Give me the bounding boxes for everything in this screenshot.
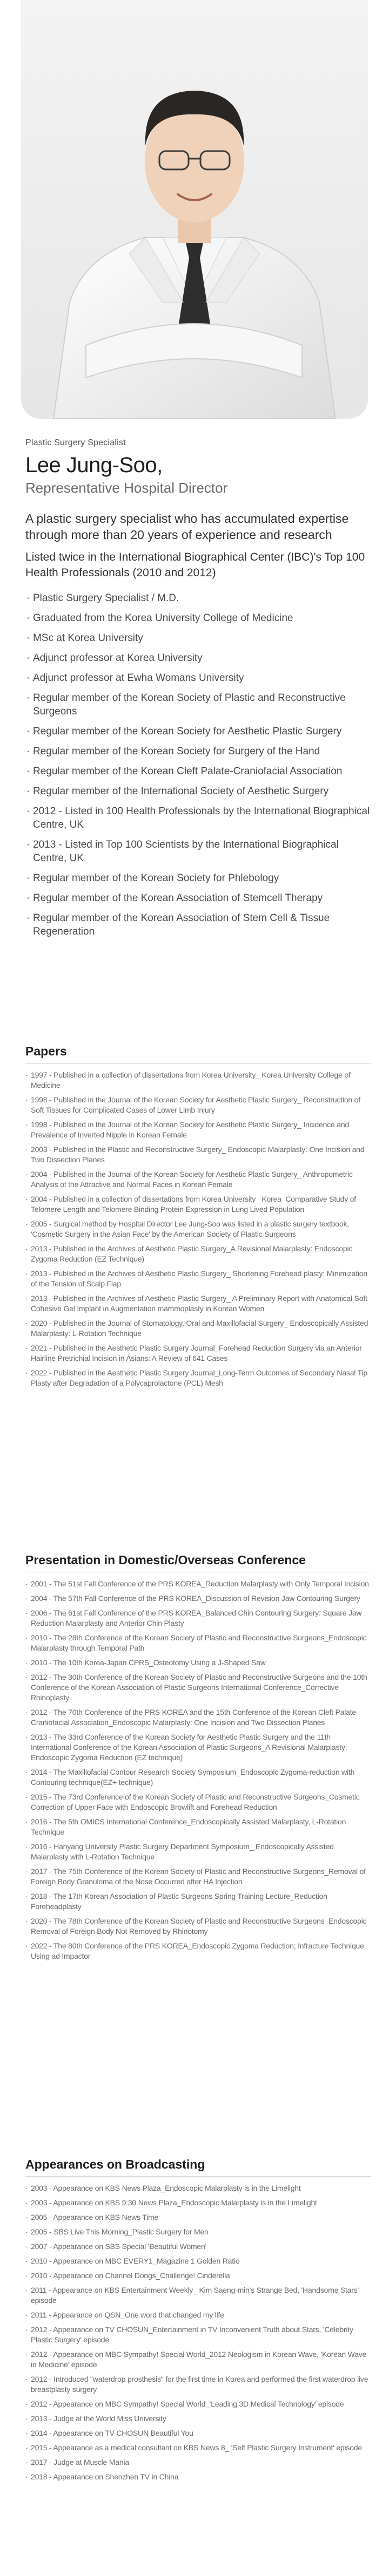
portrait-illustration — [21, 0, 368, 419]
presentation-item: · 2010 - The 10th Korea-Japan CPRS_Osteotomy Using a J-Shaped Saw — [25, 1658, 371, 1668]
paper-item: · 2005 - Surgical method by Hospital Director Lee Jung-Soo was listed in a plastic surgery textbook, 'Cosmetic Surgery in the Asian Face' by the American Society of Plastic Surgeons — [25, 1219, 371, 1239]
presentation-item: · 2015 - The 73rd Conference of the Korean Society of Plastic and Reconstructive Surgeons_Cosmetic Correction of Upper Face with Endoscopic Browlift and Forehead Reduction — [25, 1792, 371, 1812]
papers-list — [25, 1070, 371, 1388]
doctor-role: Representative Hospital Director — [25, 480, 228, 496]
paper-item: · 2004 - Published in a collection of dissertations from Korea University_ Korea_Comparative Study of Telomere Length and Telomere Binding Protein Expression in Lung Lived Population — [25, 1194, 371, 1215]
profile-subtitle: Plastic Surgery Specialist — [25, 438, 126, 447]
qualification-item: · Regular member of the Korean Association of Stem Cell & Tissue Regeneration — [25, 911, 371, 938]
qualification-item: · Regular member of the Korean Society for Phlebology — [25, 871, 371, 885]
papers-section — [25, 1044, 371, 1393]
presentations-list — [25, 1579, 371, 1961]
broadcast-item: · 2010 - Appearance on MBC EVERY1_Magazine 1 Golden Ratio — [25, 2256, 371, 2266]
paper-item: · 2003 - Published in the Plastic and Reconstructive Surgery_ Endoscopic Malarplasty: One Incision and Two Dissection Planes — [25, 1144, 371, 1165]
broadcast-item: · 2005 - Appearance on KBS News Time — [25, 2212, 371, 2223]
presentation-item: · 2012 - The 30th Conference of the Korean Society of Plastic and Reconstructive Surgeons and the 10th Conference of the Korean Association of Plastic Surgeons International Conference_Corrective Rhinoplasty — [25, 1672, 371, 1703]
presentations-section — [25, 1553, 371, 1966]
presentation-item: · 2016 - Hanyang University Plastic Surgery Department Symposium_ Endoscopically Assisted Malarplasty with L-Rotation Technique — [25, 1842, 371, 1862]
paper-item: · 2020 - Published in the Journal of Stomatology, Oral and Maxillofacial Surgery_ Endoscopically Assisted Malarplasty: L-Rotation Technique — [25, 1318, 371, 1339]
doctor-name: Lee Jung-Soo, — [25, 453, 163, 477]
broadcast-item: · 2012 - Appearance on MBC Sympathy! Special World_'Leading 3D Medical Technology' episode — [25, 2399, 371, 2409]
broadcast-item: · 2017 - Judge at Muscle Mania — [25, 2457, 371, 2468]
qualification-item: · Regular member of the Korean Association of Stemcell Therapy — [25, 891, 371, 905]
broadcasting-section — [25, 2157, 371, 2486]
profile-section — [25, 438, 371, 945]
qualification-item: · Adjunct professor at Korea University — [25, 651, 371, 665]
broadcast-item: · 2014 - Appearance on TV CHOSUN Beautiful You — [25, 2428, 371, 2438]
broadcasting-list — [25, 2183, 371, 2482]
broadcast-item: · 2003 - Appearance on KBS News Plaza_Endoscopic Malarplasty is in the Limelight — [25, 2183, 371, 2193]
broadcast-item: · 2011 - Appearance on KBS Entertainment Weekly_ Kim Saeng-min's Strange Bed, 'Handsome Stars' episode — [25, 2285, 371, 2306]
broadcast-item: · 2012 - Introduced "waterdrop prosthesis" for the first time in Korea and performed the first waterdrop live breastplasty surgery — [25, 2374, 371, 2395]
broadcast-item: · 2010 - Appearance on Channel Dongs_Challenge! Cinderella — [25, 2271, 371, 2281]
paper-item: · 1997 - Published in a collection of dissertations from Korea University_ Korea University College of Medicine — [25, 1070, 371, 1091]
paper-item: · 2004 - Published in the Journal of the Korean Society for Aesthetic Plastic Surgery_ Anthropometric Analysis of the Attractive and Normal Faces in Korean Female — [25, 1169, 371, 1190]
qualification-item: · Regular member of the Korean Cleft Palate-Craniofacial Association — [25, 765, 371, 778]
broadcast-item: · 2011 - Appearance on QSN_One word that changed my life — [25, 2310, 371, 2320]
presentation-item: · 2014 - The Maxillofacial Contour Research Society Symposium_Endoscopic Zygoma-reduction with Contouring technique(EZ+ technique) — [25, 1767, 371, 1788]
qualifications-list — [25, 591, 371, 938]
broadcast-item: · 2015 - Appearance as a medical consultant on KBS News 8_ 'Self Plastic Surgery Instrument' episode — [25, 2443, 371, 2453]
broadcast-item: · 2003 - Appearance on KBS 9:30 News Plaza_Endoscopic Malarplasty is in the Limelight — [25, 2198, 371, 2208]
paper-item: · 1998 - Published in the Journal of the Korean Society for Aesthetic Plastic Surgery_ Incidence and Prevalence of Inverted Nipple in Korean Female — [25, 1120, 371, 1140]
broadcast-item: · 2013 - Judge at the World Miss University — [25, 2414, 371, 2424]
presentations-title: Presentation in Domestic/Overseas Conference — [25, 1553, 371, 1572]
broadcast-item: · 2018 - Appearance on Shenzhen TV in China — [25, 2472, 371, 2482]
presentation-item: · 2013 - The 33rd Conference of the Korean Society for Aesthetic Plastic Surgery and the 11th International Conference of the Korean Association of Plastic Surgeons_A Revisional Malarplasty: Endoscopic Zygoma Reduction (EZ technique) — [25, 1732, 371, 1763]
doctor-portrait — [21, 0, 368, 419]
presentation-item: · 2016 - The 5th OMICS International Conference_Endoscopically Assisted Malarplasty, L-Rotation Technique — [25, 1817, 371, 1837]
presentation-item: · 2020 - The 78th Conference of the Korean Society of Plastic and Reconstructive Surgeons_Endoscopic Removal of Foreign Body Not Removed by Rhinotomy — [25, 1916, 371, 1937]
qualification-item: · 2012 - Listed in 100 Health Professionals by the International Biographical Centre, UK — [25, 805, 371, 832]
papers-title: Papers — [25, 1044, 371, 1064]
broadcast-item: · 2012 - Appearance on MBC Sympathy! Special World_2012 Neologism in Korean Wave, 'Korean Wave in Medicine' episode — [25, 2349, 371, 2370]
qualification-item: · Regular member of the Korean Society of Plastic and Reconstructive Surgeons — [25, 691, 371, 718]
qualification-item: · Regular member of the Korean Society for Aesthetic Plastic Surgery — [25, 725, 371, 738]
presentation-item: · 2022 - The 80th Conference of the PRS KOREA_Endoscopic Zygoma Reduction; Infracture Technique Using ad Impactor — [25, 1941, 371, 1961]
broadcast-item: · 2012 - Appearance on TV CHOSUN_Entertainment in TV Inconvenient Truth about Stars, 'Celebrity Plastic Surgery' episode — [25, 2325, 371, 2345]
presentation-item: · 2012 - The 70th Conference of the PRS KOREA and the 15th Conference of the Korean Cleft Palate-Craniofacial Association_Endoscopic Malarplasty: One Incision and Two Dissection Planes — [25, 1707, 371, 1728]
paper-item: · 2021 - Published in the Aesthetic Plastic Surgery Journal_Forehead Reduction Surgery via an Anterior Hairline Pretrichial Incision in Asians: A Review of 641 Cases — [25, 1343, 371, 1364]
paper-item: · 2013 - Published in the Archives of Aesthetic Plastic Surgery_A Revisional Malarplasty: Endoscopic Zygoma Reduction (EZ Technique) — [25, 1244, 371, 1264]
qualification-item: · Graduated from the Korea University College of Medicine — [25, 611, 371, 625]
broadcast-item: · 2007 - Appearance on SBS Special 'Beautiful Women' — [25, 2241, 371, 2252]
qualification-item: · Regular member of the International Society of Aesthetic Surgery — [25, 785, 371, 798]
presentation-item: · 2006 - The 61st Fall Conference of the PRS KOREA_Balanced Chin Contouring Surgery: Square Jaw Reduction Malarplasty and Anterior Chin Plasty — [25, 1608, 371, 1628]
qualification-item: · Adjunct professor at Ewha Womans University — [25, 671, 371, 685]
qualification-item: · MSc at Korea University — [25, 631, 371, 645]
broadcast-item: · 2005 - SBS Live This Morning_Plastic Surgery for Men — [25, 2227, 371, 2237]
profile-ibc-note: Listed twice in the International Biographical Center (IBC)'s Top 100 Health Professionals (2010 and 2012) — [25, 551, 365, 579]
presentation-item: · 2018 - The 17th Korean Association of Plastic Surgeons Spring Training Lecture_Reduction Foreheadplasty — [25, 1891, 371, 1912]
broadcasting-title: Appearances on Broadcasting — [25, 2157, 371, 2177]
presentation-item: · 2001 - The 51st Fall Conference of the PRS KOREA_Reduction Malarplasty with Only Temporal Incision — [25, 1579, 371, 1589]
paper-item: · 2022 - Published in the Aesthetic Plastic Surgery Journal_Long-Term Outcomes of Secondary Nasal Tip Plasty after Degradation of a Polycaprolactone (PCL) Mesh — [25, 1368, 371, 1388]
paper-item: · 2013 - Published in the Archives of Aesthetic Plastic Surgery_ A Preliminary Report with Anatomical Soft Cohesive Gel Implant in Augmentation mammoplasty in Korean Women — [25, 1293, 371, 1314]
profile-lead: A plastic surgery specialist who has accumulated expertise through more than 20 years of experience and research — [25, 512, 349, 542]
presentation-item: · 2010 - The 28th Conference of the Korean Society of Plastic and Reconstructive Surgeons_Endoscopic Malarplasty through Temporal Path — [25, 1633, 371, 1653]
qualification-item: · 2013 - Listed in Top 100 Scientists by the International Biographical Centre, UK — [25, 838, 371, 865]
qualification-item: · Regular member of the Korean Society for Surgery of the Hand — [25, 745, 371, 758]
presentation-item: · 2004 - The 57th Fall Conference of the PRS KOREA_Discussion of Revision Jaw Contouring Surgery — [25, 1593, 371, 1604]
qualification-item: · Plastic Surgery Specialist / M.D. — [25, 591, 371, 605]
paper-item: · 2013 - Published in the Archives of Aesthetic Plastic Surgery_ Shortening Forehead plasty: Minimization of the Tension of Scalp Flap — [25, 1269, 371, 1289]
paper-item: · 1998 - Published in the Journal of the Korean Society for Aesthetic Plastic Surgery_ Reconstruction of Soft Tissues for Complicated Cases of Lower Limb Injury — [25, 1095, 371, 1115]
presentation-item: · 2017 - The 75th Conference of the Korean Society of Plastic and Reconstructive Surgeons_Removal of Foreign Body Granuloma of the Nose Occurred after HA Injection — [25, 1866, 371, 1887]
